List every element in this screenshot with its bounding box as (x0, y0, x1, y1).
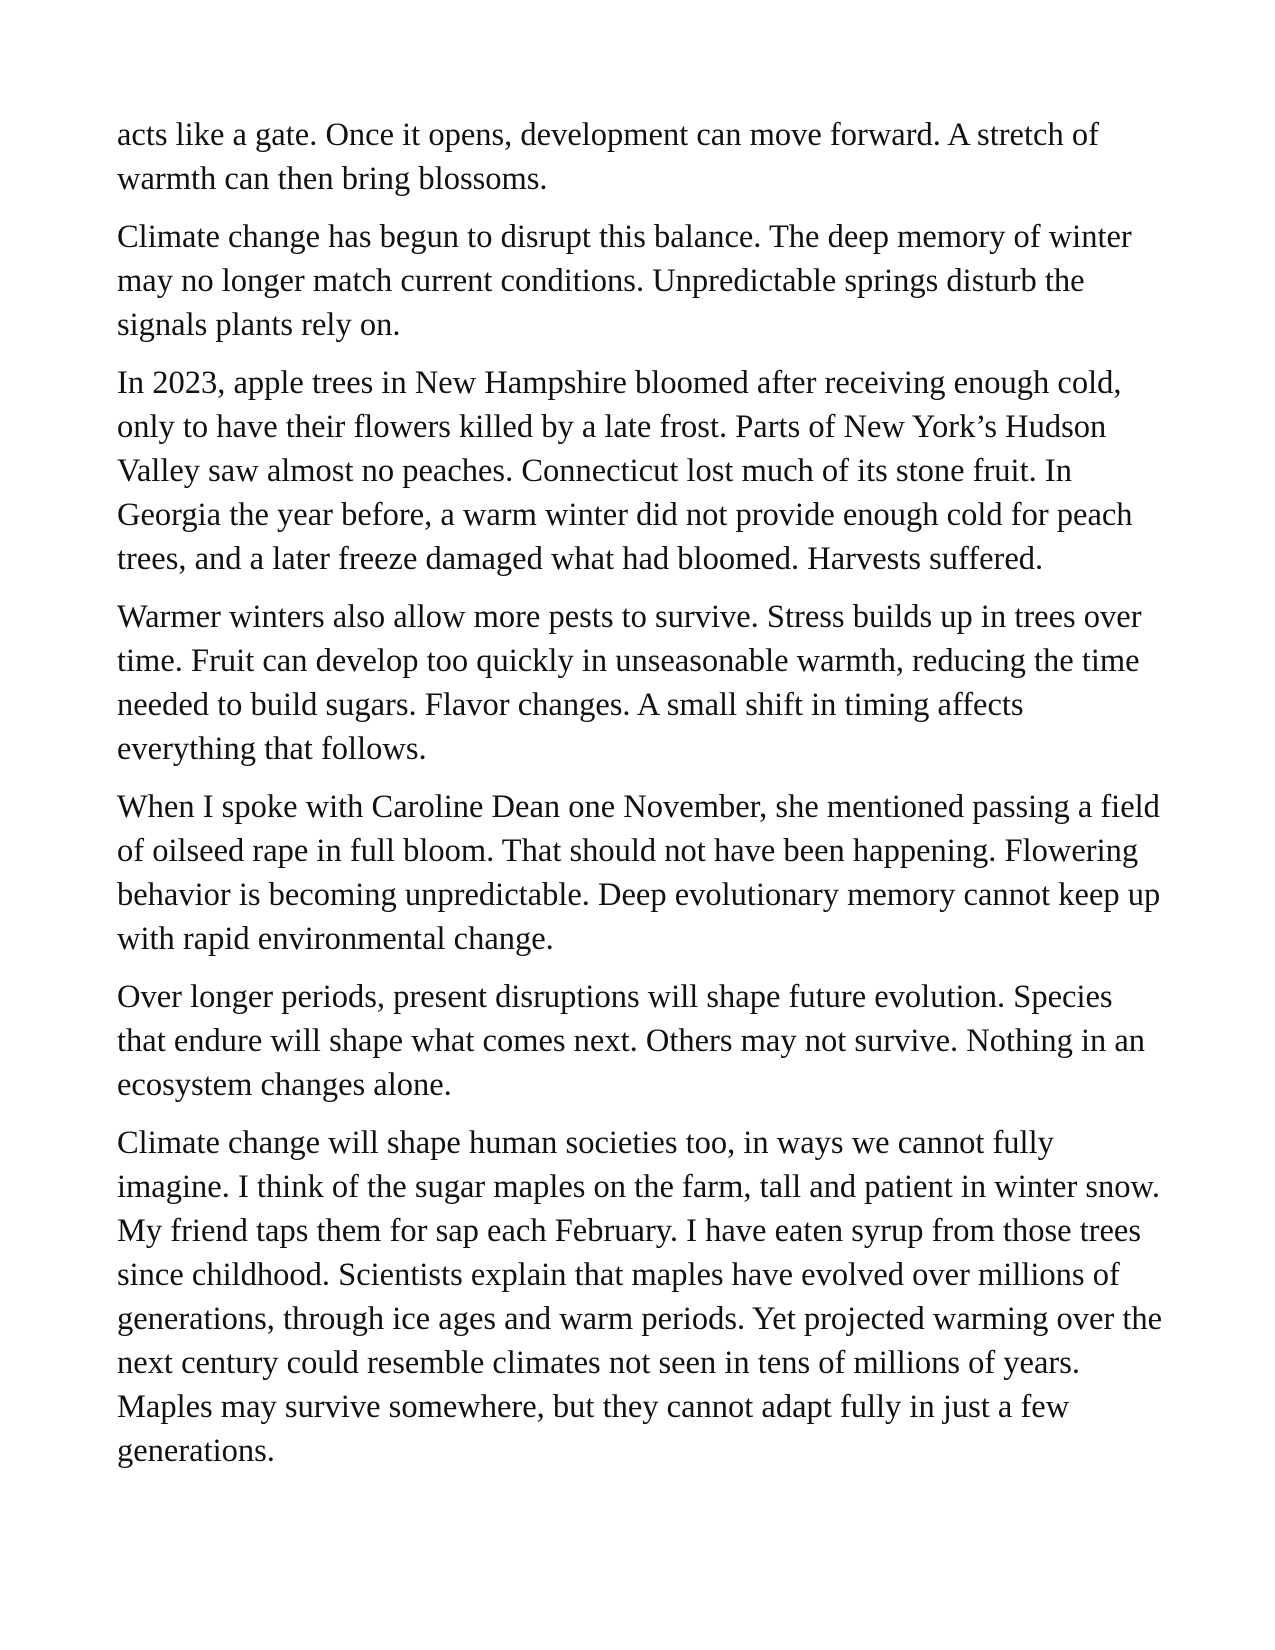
paragraph-2023-frost: In 2023, apple trees in New Hampshire bloomed after receiving enough cold, only to have their flowers killed by a late frost. Parts of New York’s Hudson Valley saw almost no peaches. Connecticut lost much of its stone fruit. In Georgia the year before, a warm winter did not provide enough cold for peach trees, and a later freeze damaged what had bloomed. Harvests suffered. (117, 365, 1133, 577)
paragraph-pests: Warmer winters also allow more pests to survive. Stress builds up in trees over time. Fruit can develop too quickly in unseasonable warmth, reducing the time needed to build sugars. Flavor changes. A small shift in timing affects everything that follows. (117, 599, 1142, 767)
paragraph-sugar-maples: Climate change will shape human societies too, in ways we cannot fully imagine. I think of the sugar maples on the farm, tall and patient in winter snow. My friend taps them for sap each February. I have eaten syrup from those trees since childhood. Scientists explain that maples have evolved over millions of generations, through ice ages and warm periods. Yet projected warming over the next century could resemble climates not seen in tens of millions of years. Maples may survive somewhere, but they cannot adapt fully in just a few generations. (117, 1125, 1163, 1469)
paragraph-caroline-dean: When I spoke with Caroline Dean one November, she mentioned passing a field of oilseed rape in full bloom. That should not have been happening. Flowering behavior is becoming unpredictable. Deep evolutionary memory cannot keep up with rapid environmental change. (117, 789, 1161, 957)
paragraph-evolution: Over longer periods, present disruptions will shape future evolution. Species that endure will shape what comes next. Others may not survive. Nothing in an ecosystem changes alone. (117, 979, 1146, 1103)
document-body (117, 113, 1167, 1487)
paragraph-climate-disruption: Climate change has begun to disrupt this balance. The deep memory of winter may no longer match current conditions. Unpredictable springs disturb the signals plants rely on. (117, 219, 1132, 343)
paragraph-gate: acts like a gate. Once it opens, development can move forward. A stretch of warmth can then bring blossoms. (117, 117, 1099, 197)
